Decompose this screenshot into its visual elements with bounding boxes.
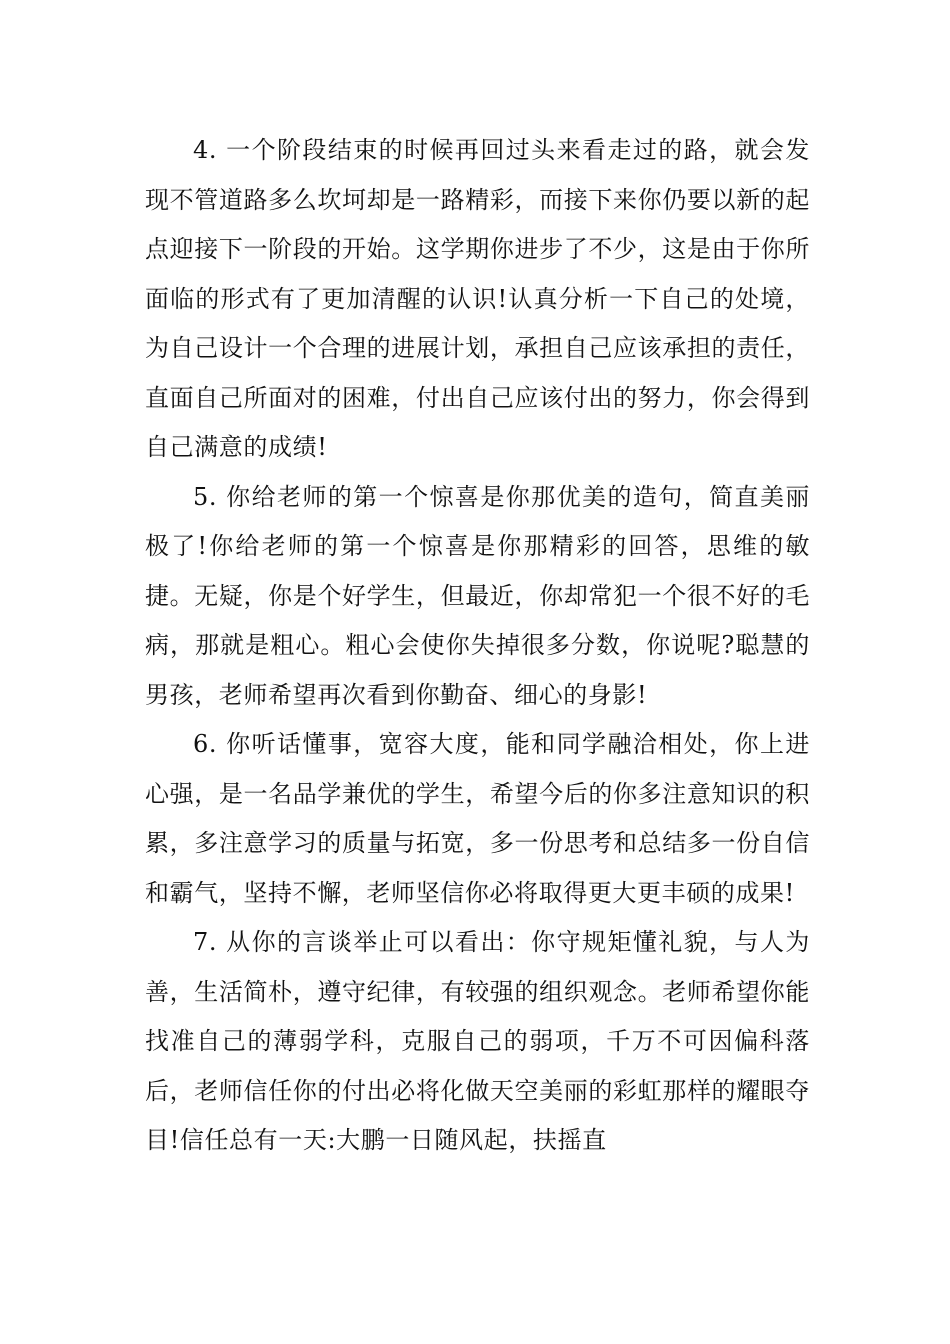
document-page <box>145 126 810 1166</box>
paragraph-7: 7. 从你的言谈举止可以看出：你守规矩懂礼貌，与人为善，生活简朴，遵守纪律，有较强的组织观念。老师希望你能找准自己的薄弱学科，克服自己的弱项，千万不可因偏科落后，老师信任你的付出必将化做天空美丽的彩虹那样的耀眼夺目!信任总有一天:大鹏一日随风起，扶摇直 <box>145 928 810 1154</box>
paragraph-4: 4. 一个阶段结束的时候再回过头来看走过的路，就会发现不管道路多么坎坷却是一路精彩，而接下来你仍要以新的起点迎接下一阶段的开始。这学期你进步了不少，这是由于你所面临的形式有了更加清醒的认识!认真分析一下自己的处境，为自己设计一个合理的进展计划，承担自己应该承担的责任，直面自己所面对的困难，付出自己应该付出的努力，你会得到自己满意的成绩! <box>145 136 810 461</box>
paragraph-6: 6. 你听话懂事，宽容大度，能和同学融洽相处，你上进心强，是一名品学兼优的学生，希望今后的你多注意知识的积累，多注意学习的质量与拓宽，多一份思考和总结多一份自信和霸气，坚持不懈，老师坚信你必将取得更大更丰硕的成果! <box>145 730 810 907</box>
paragraph-5: 5. 你给老师的第一个惊喜是你那优美的造句，简直美丽极了!你给老师的第一个惊喜是你那精彩的回答，思维的敏捷。无疑，你是个好学生，但最近，你却常犯一个很不好的毛病，那就是粗心。粗心会使你失掉很多分数，你说呢?聪慧的男孩，老师希望再次看到你勤奋、细心的身影! <box>145 482 810 709</box>
